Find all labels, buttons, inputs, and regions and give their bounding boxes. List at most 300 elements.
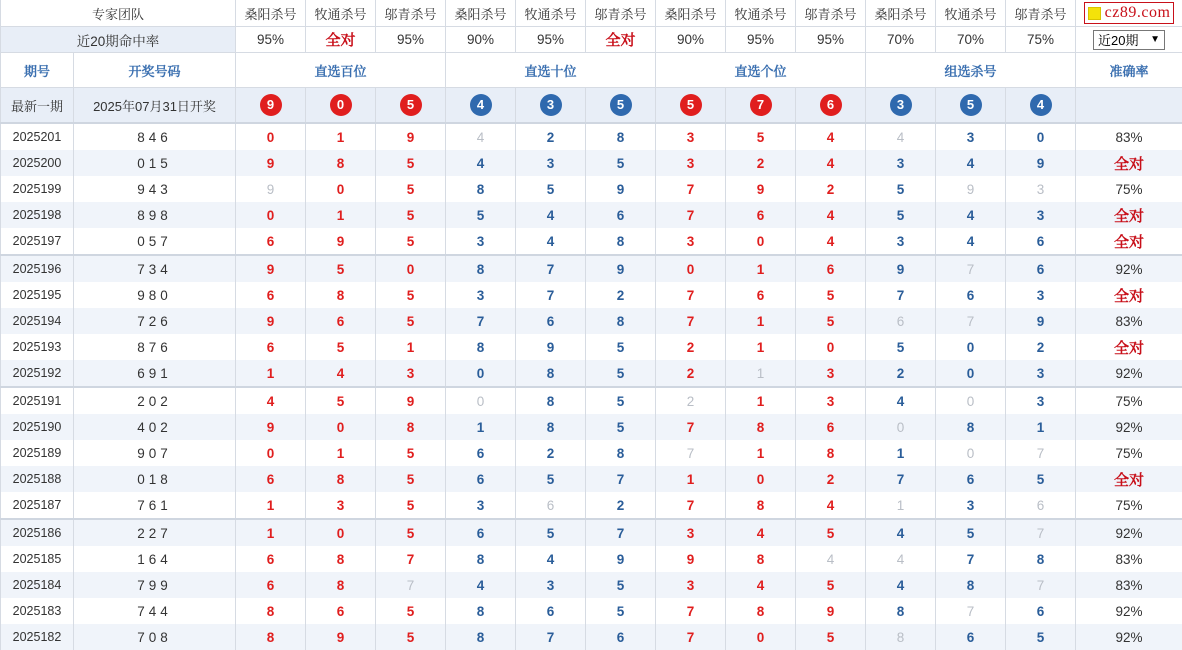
hit-rate: 70% xyxy=(936,27,1006,53)
kill-number: 7 xyxy=(686,181,695,197)
kill-number: 5 xyxy=(896,181,905,197)
issue-number: 2025198 xyxy=(1,202,74,228)
issue-number: 2025182 xyxy=(1,624,74,650)
kill-number: 5 xyxy=(1036,471,1045,487)
kill-number: 6 xyxy=(476,525,485,541)
hit-rate: 95% xyxy=(796,27,866,53)
issue-number: 2025200 xyxy=(1,150,74,176)
kill-number: 0 xyxy=(266,445,275,461)
kill-number: 3 xyxy=(546,155,555,171)
kill-number: 2 xyxy=(686,393,695,409)
table-row xyxy=(1,519,1182,546)
kill-number: 5 xyxy=(406,525,415,541)
kill-number: 9 xyxy=(966,181,975,197)
kill-ball: 5 xyxy=(610,94,632,116)
issue-number: 2025186 xyxy=(1,519,74,546)
kill-number: 9 xyxy=(336,233,345,249)
kill-number: 1 xyxy=(336,129,345,145)
hit-rate: 90% xyxy=(656,27,726,53)
kill-number: 0 xyxy=(966,393,975,409)
chevron-down-icon: ▼ xyxy=(1150,34,1161,45)
kill-number: 6 xyxy=(546,313,555,329)
kill-number: 8 xyxy=(1036,551,1045,567)
kill-number: 4 xyxy=(336,365,345,381)
draw-number: 980 xyxy=(74,282,236,308)
kill-number: 3 xyxy=(826,365,835,381)
table-row xyxy=(1,440,1182,466)
kill-number: 7 xyxy=(966,603,975,619)
kill-number: 5 xyxy=(406,181,415,197)
table-row xyxy=(1,282,1182,308)
kill-number: 9 xyxy=(616,551,625,567)
kill-number: 6 xyxy=(1036,497,1045,513)
kill-number: 7 xyxy=(1036,525,1045,541)
kill-number: 9 xyxy=(686,551,695,567)
kill-number: 0 xyxy=(336,525,345,541)
accuracy: 75% xyxy=(1076,176,1182,202)
issue-number: 2025201 xyxy=(1,123,74,150)
kill-number: 7 xyxy=(616,525,625,541)
kill-number: 8 xyxy=(616,313,625,329)
kill-number: 5 xyxy=(476,207,485,223)
kill-number: 1 xyxy=(266,497,275,513)
accuracy: 92% xyxy=(1076,519,1182,546)
kill-number: 5 xyxy=(896,207,905,223)
kill-number: 8 xyxy=(756,419,765,435)
accuracy: 75% xyxy=(1076,387,1182,414)
kill-number: 2 xyxy=(546,445,555,461)
kill-number: 5 xyxy=(826,525,835,541)
kill-number: 8 xyxy=(756,551,765,567)
kill-number: 6 xyxy=(266,287,275,303)
kill-number: 5 xyxy=(406,233,415,249)
kill-number: 3 xyxy=(686,155,695,171)
kill-number: 2 xyxy=(896,365,905,381)
kill-number: 1 xyxy=(336,207,345,223)
kill-number: 7 xyxy=(546,629,555,645)
kill-number: 8 xyxy=(336,155,345,171)
kill-number: 6 xyxy=(1036,261,1045,277)
kill-number: 1 xyxy=(266,525,275,541)
kill-number: 6 xyxy=(476,445,485,461)
kill-number: 0 xyxy=(406,261,415,277)
accuracy: 全对 xyxy=(1076,202,1182,228)
kill-number: 7 xyxy=(686,419,695,435)
kill-number: 3 xyxy=(826,393,835,409)
kill-number: 7 xyxy=(406,577,415,593)
kill-number: 8 xyxy=(476,603,485,619)
kill-number: 4 xyxy=(966,207,975,223)
kill-number: 0 xyxy=(966,365,975,381)
group-hundreds: 直选百位 xyxy=(236,53,446,88)
kill-number: 2 xyxy=(826,181,835,197)
kill-number: 9 xyxy=(266,419,275,435)
kill-number: 2 xyxy=(826,471,835,487)
kill-number: 4 xyxy=(756,525,765,541)
hit-rate: 95% xyxy=(376,27,446,53)
kill-number: 6 xyxy=(546,603,555,619)
issue-number: 2025188 xyxy=(1,466,74,492)
kill-number: 8 xyxy=(546,365,555,381)
kill-number: 0 xyxy=(336,181,345,197)
kill-number: 2 xyxy=(756,155,765,171)
kill-number: 0 xyxy=(686,261,695,277)
kill-number: 5 xyxy=(546,471,555,487)
accuracy: 全对 xyxy=(1076,334,1182,360)
issue-number: 2025183 xyxy=(1,598,74,624)
kill-number: 7 xyxy=(686,445,695,461)
hit-rate: 70% xyxy=(866,27,936,53)
table-row xyxy=(1,334,1182,360)
kill-number: 0 xyxy=(756,233,765,249)
accuracy: 75% xyxy=(1076,492,1182,519)
draw-number: 799 xyxy=(74,572,236,598)
accuracy: 92% xyxy=(1076,255,1182,282)
kill-number: 2 xyxy=(686,365,695,381)
kill-number: 3 xyxy=(546,577,555,593)
kill-number: 6 xyxy=(546,497,555,513)
kill-number: 8 xyxy=(616,233,625,249)
accuracy: 92% xyxy=(1076,624,1182,650)
kill-number: 5 xyxy=(546,181,555,197)
kill-number: 9 xyxy=(266,261,275,277)
kill-number: 8 xyxy=(966,577,975,593)
kill-number: 8 xyxy=(476,181,485,197)
accuracy: 92% xyxy=(1076,360,1182,387)
kill-ball: 5 xyxy=(960,94,982,116)
kill-number: 9 xyxy=(266,313,275,329)
kill-number: 1 xyxy=(266,365,275,381)
brand-text: cz89.com xyxy=(1104,4,1171,21)
kill-number: 8 xyxy=(406,419,415,435)
accuracy: 83% xyxy=(1076,572,1182,598)
kill-number: 4 xyxy=(826,497,835,513)
kill-number: 5 xyxy=(406,155,415,171)
kill-number: 5 xyxy=(616,365,625,381)
kill-number: 8 xyxy=(336,551,345,567)
latest-label: 最新一期 xyxy=(1,88,74,124)
table-row xyxy=(1,572,1182,598)
kill-number: 8 xyxy=(756,603,765,619)
kill-number: 9 xyxy=(266,155,275,171)
accuracy: 92% xyxy=(1076,414,1182,440)
kill-number: 0 xyxy=(826,339,835,355)
kill-number: 4 xyxy=(546,207,555,223)
kill-number: 7 xyxy=(966,261,975,277)
kill-number: 3 xyxy=(896,155,905,171)
kill-ball: 9 xyxy=(260,94,282,116)
kill-number: 7 xyxy=(546,287,555,303)
kill-ball: 4 xyxy=(1030,94,1052,116)
kill-number: 5 xyxy=(826,287,835,303)
expert-name: 牧通杀号 xyxy=(516,0,586,27)
kill-number: 4 xyxy=(896,393,905,409)
expert-name: 邬青杀号 xyxy=(1006,0,1076,27)
accuracy: 83% xyxy=(1076,308,1182,334)
kill-number: 4 xyxy=(826,233,835,249)
hit-rate: 95% xyxy=(236,27,306,53)
table-row xyxy=(1,308,1182,334)
kill-number: 6 xyxy=(966,471,975,487)
kill-number: 6 xyxy=(266,339,275,355)
latest-issue-row xyxy=(1,88,1182,124)
kill-number: 6 xyxy=(266,551,275,567)
kill-number: 5 xyxy=(826,577,835,593)
col-accuracy: 准确率 xyxy=(1076,53,1182,88)
kill-number: 5 xyxy=(616,603,625,619)
issue-number: 2025187 xyxy=(1,492,74,519)
kill-number: 8 xyxy=(476,551,485,567)
kill-number: 6 xyxy=(616,207,625,223)
kill-number: 1 xyxy=(336,445,345,461)
kill-number: 3 xyxy=(896,233,905,249)
table-row xyxy=(1,466,1182,492)
kill-number: 8 xyxy=(896,603,905,619)
kill-ball: 6 xyxy=(820,94,842,116)
kill-number: 7 xyxy=(686,629,695,645)
kill-number: 7 xyxy=(1036,445,1045,461)
kill-number: 4 xyxy=(476,155,485,171)
yellow-square-icon xyxy=(1088,7,1101,20)
hit-rate: 全对 xyxy=(306,27,376,53)
kill-number: 0 xyxy=(266,207,275,223)
kill-number: 0 xyxy=(896,419,905,435)
group-combo: 组选杀号 xyxy=(866,53,1076,88)
kill-number: 9 xyxy=(616,261,625,277)
kill-number: 0 xyxy=(756,471,765,487)
accuracy: 全对 xyxy=(1076,150,1182,176)
kill-number: 5 xyxy=(1036,629,1045,645)
team-label: 专家团队 xyxy=(1,0,236,27)
table-row xyxy=(1,387,1182,414)
kill-number: 9 xyxy=(1036,313,1045,329)
kill-number: 3 xyxy=(1036,287,1045,303)
kill-number: 6 xyxy=(826,261,835,277)
kill-number: 4 xyxy=(896,577,905,593)
draw-number: 057 xyxy=(74,228,236,255)
kill-number: 4 xyxy=(826,207,835,223)
kill-number: 4 xyxy=(476,129,485,145)
kill-number: 5 xyxy=(406,629,415,645)
issue-number: 2025199 xyxy=(1,176,74,202)
draw-number: 734 xyxy=(74,255,236,282)
kill-number: 6 xyxy=(756,207,765,223)
table-row xyxy=(1,123,1182,150)
draw-number: 708 xyxy=(74,624,236,650)
table-row xyxy=(1,228,1182,255)
kill-number: 7 xyxy=(686,497,695,513)
rate-label: 近20期命中率 xyxy=(1,27,236,53)
kill-number: 5 xyxy=(616,339,625,355)
kill-number: 4 xyxy=(966,155,975,171)
group-tens: 直选十位 xyxy=(446,53,656,88)
hit-rate: 75% xyxy=(1006,27,1076,53)
table-row xyxy=(1,624,1182,650)
kill-number: 3 xyxy=(406,365,415,381)
kill-number: 7 xyxy=(686,603,695,619)
kill-number: 8 xyxy=(826,445,835,461)
kill-number: 8 xyxy=(336,287,345,303)
kill-number: 3 xyxy=(966,497,975,513)
kill-number: 7 xyxy=(476,313,485,329)
draw-number: 761 xyxy=(74,492,236,519)
kill-number: 6 xyxy=(616,629,625,645)
kill-number: 5 xyxy=(336,393,345,409)
kill-number: 4 xyxy=(896,129,905,145)
brand-cell xyxy=(1076,0,1182,27)
kill-number: 4 xyxy=(826,129,835,145)
kill-number: 8 xyxy=(336,471,345,487)
kill-number: 7 xyxy=(686,207,695,223)
kill-number: 8 xyxy=(336,577,345,593)
accuracy: 全对 xyxy=(1076,282,1182,308)
kill-ball: 5 xyxy=(680,94,702,116)
kill-number: 0 xyxy=(1036,129,1045,145)
table-row xyxy=(1,255,1182,282)
kill-number: 1 xyxy=(896,445,905,461)
kill-number: 5 xyxy=(966,525,975,541)
draw-number: 227 xyxy=(74,519,236,546)
kill-number: 3 xyxy=(686,577,695,593)
kill-number: 6 xyxy=(266,577,275,593)
kill-number: 7 xyxy=(546,261,555,277)
kill-number: 6 xyxy=(756,287,765,303)
kill-number: 0 xyxy=(966,445,975,461)
draw-number: 691 xyxy=(74,360,236,387)
kill-number: 8 xyxy=(266,629,275,645)
kill-number: 6 xyxy=(1036,233,1045,249)
kill-ball: 0 xyxy=(330,94,352,116)
kill-number: 6 xyxy=(896,313,905,329)
kill-number: 2 xyxy=(1036,339,1045,355)
kill-number: 1 xyxy=(756,365,765,381)
kill-number: 1 xyxy=(756,393,765,409)
kill-number: 5 xyxy=(406,207,415,223)
kill-number: 0 xyxy=(966,339,975,355)
kill-number: 1 xyxy=(896,497,905,513)
kill-number: 5 xyxy=(406,603,415,619)
kill-number: 1 xyxy=(756,261,765,277)
accuracy: 全对 xyxy=(1076,466,1182,492)
period-select[interactable] xyxy=(1093,30,1165,50)
column-header-row xyxy=(1,53,1182,88)
table-row xyxy=(1,202,1182,228)
kill-number: 5 xyxy=(826,629,835,645)
draw-number: 907 xyxy=(74,440,236,466)
kill-number: 5 xyxy=(406,445,415,461)
draw-number: 744 xyxy=(74,598,236,624)
issue-number: 2025184 xyxy=(1,572,74,598)
issue-number: 2025193 xyxy=(1,334,74,360)
kill-number: 3 xyxy=(686,525,695,541)
kill-number: 5 xyxy=(406,471,415,487)
kill-number: 4 xyxy=(756,577,765,593)
issue-number: 2025194 xyxy=(1,308,74,334)
kill-number: 0 xyxy=(476,393,485,409)
kill-number: 8 xyxy=(266,603,275,619)
kill-number: 5 xyxy=(616,393,625,409)
kill-number: 4 xyxy=(826,551,835,567)
issue-number: 2025197 xyxy=(1,228,74,255)
kill-number: 3 xyxy=(686,233,695,249)
brand-logo[interactable] xyxy=(1084,2,1175,24)
draw-number: 943 xyxy=(74,176,236,202)
kill-number: 2 xyxy=(546,129,555,145)
kill-number: 3 xyxy=(476,233,485,249)
kill-number: 8 xyxy=(896,629,905,645)
kill-number: 3 xyxy=(966,129,975,145)
kill-number: 3 xyxy=(1036,181,1045,197)
kill-number: 4 xyxy=(826,155,835,171)
kill-number: 6 xyxy=(266,471,275,487)
kill-number: 5 xyxy=(406,497,415,513)
kill-number: 9 xyxy=(266,181,275,197)
kill-number: 6 xyxy=(476,471,485,487)
expert-name: 邬青杀号 xyxy=(376,0,446,27)
kill-number: 5 xyxy=(336,339,345,355)
kill-number: 9 xyxy=(1036,155,1045,171)
kill-number: 4 xyxy=(896,551,905,567)
draw-number: 015 xyxy=(74,150,236,176)
kill-number: 1 xyxy=(756,313,765,329)
kill-number: 1 xyxy=(476,419,485,435)
issue-number: 2025190 xyxy=(1,414,74,440)
issue-number: 2025195 xyxy=(1,282,74,308)
kill-number: 9 xyxy=(756,181,765,197)
issue-number: 2025189 xyxy=(1,440,74,466)
kill-number: 1 xyxy=(686,471,695,487)
expert-name: 桑阳杀号 xyxy=(446,0,516,27)
hit-rate: 95% xyxy=(516,27,586,53)
expert-name: 桑阳杀号 xyxy=(656,0,726,27)
kill-number: 1 xyxy=(756,339,765,355)
kill-number: 5 xyxy=(336,261,345,277)
kill-number: 3 xyxy=(336,497,345,513)
kill-number: 4 xyxy=(896,525,905,541)
table-row xyxy=(1,176,1182,202)
kill-number: 3 xyxy=(1036,207,1045,223)
kill-number: 7 xyxy=(686,287,695,303)
draw-number: 018 xyxy=(74,466,236,492)
table-row xyxy=(1,360,1182,387)
kill-number: 3 xyxy=(476,287,485,303)
expert-team-row xyxy=(1,0,1182,27)
kill-number: 8 xyxy=(616,129,625,145)
kill-number: 4 xyxy=(266,393,275,409)
kill-number: 8 xyxy=(476,339,485,355)
group-units: 直选个位 xyxy=(656,53,866,88)
kill-number: 9 xyxy=(406,129,415,145)
draw-number: 202 xyxy=(74,387,236,414)
kill-number: 8 xyxy=(546,393,555,409)
issue-number: 2025192 xyxy=(1,360,74,387)
draw-number: 164 xyxy=(74,546,236,572)
issue-number: 2025196 xyxy=(1,255,74,282)
hit-rate: 95% xyxy=(726,27,796,53)
kill-number: 6 xyxy=(826,419,835,435)
kill-number: 9 xyxy=(896,261,905,277)
accuracy: 83% xyxy=(1076,546,1182,572)
col-issue: 期号 xyxy=(1,53,74,88)
kill-number: 5 xyxy=(616,577,625,593)
kill-number: 8 xyxy=(966,419,975,435)
kill-ball: 3 xyxy=(540,94,562,116)
kill-number: 4 xyxy=(966,233,975,249)
kill-number: 2 xyxy=(616,287,625,303)
kill-number: 7 xyxy=(1036,577,1045,593)
kill-number: 9 xyxy=(546,339,555,355)
kill-number: 1 xyxy=(756,445,765,461)
